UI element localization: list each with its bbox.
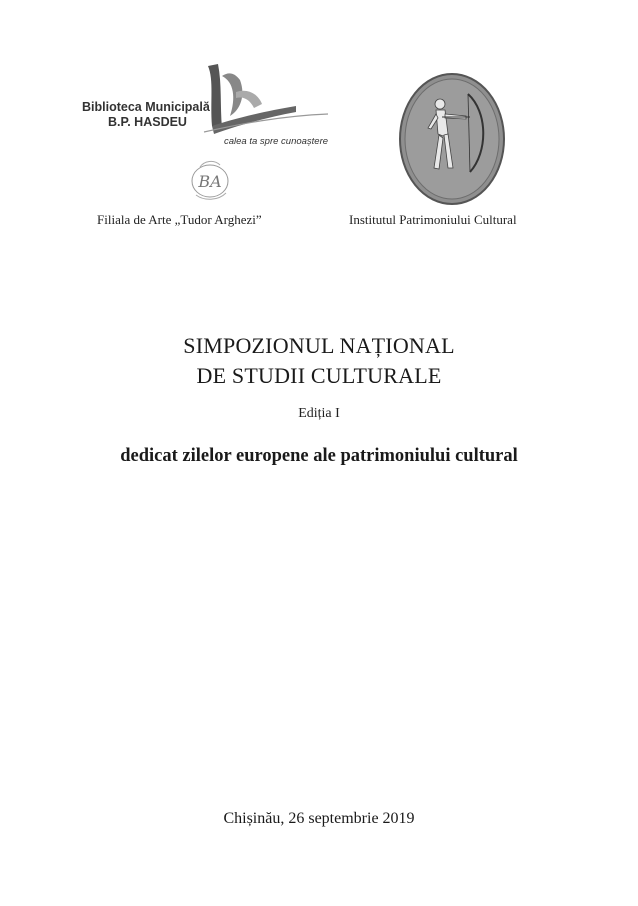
library-logo [82,62,332,154]
archer-medal-icon [398,72,506,206]
monogram-letters: BA [198,172,222,191]
caption-arts-branch: Filiala de Arte „Tudor Arghezi” [97,212,262,227]
dedication-text: dedicat zilelor europene ale patrimoniului cultural [120,446,518,466]
library-emblem-icon [200,62,332,138]
library-slogan: calea ta spre cunoaștere [224,136,329,147]
library-name-line1: Biblioteca Municipală [82,100,210,114]
title-line-1: SIMPOZIONUL NAȚIONAL [183,333,455,358]
edition-label: Ediția I [298,406,340,421]
library-name-line2: B.P. HASDEU [108,115,187,129]
place-and-date: Chișinău, 26 septembrie 2019 [223,810,415,827]
title-line-2: DE STUDII CULTURALE [196,363,442,388]
monogram-icon [186,155,234,205]
caption-heritage-institute: Institutul Patrimoniului Cultural [349,212,517,227]
